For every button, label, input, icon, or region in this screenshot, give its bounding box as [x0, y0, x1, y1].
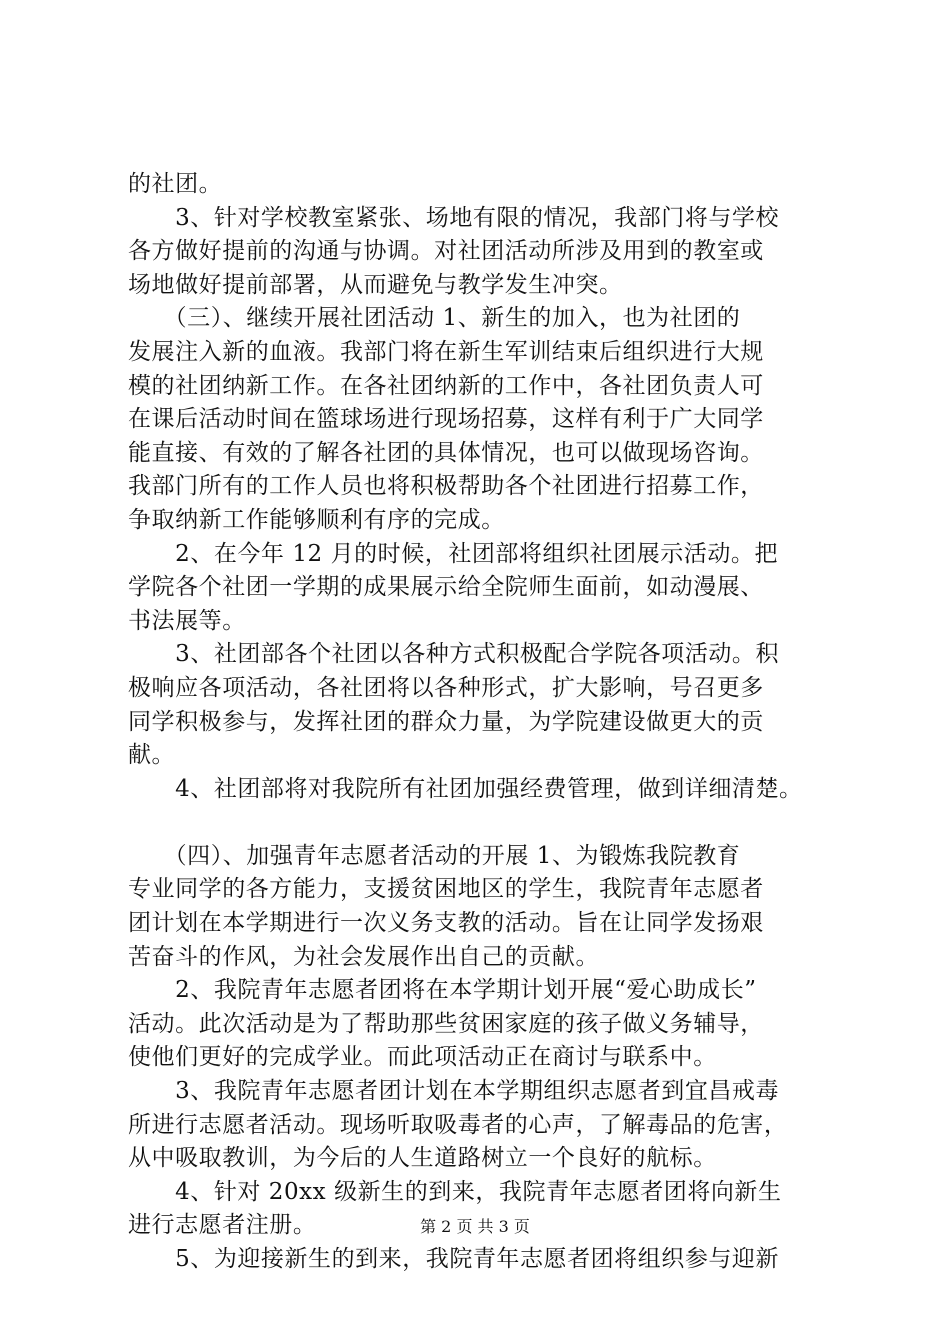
text-line: 活动。此次活动是为了帮助那些贫困家庭的孩子做义务辅导， [128, 1010, 764, 1037]
text-line: 书法展等。 [128, 607, 246, 634]
page-footer: 第 2 页 共 3 页 [420, 1217, 530, 1236]
text-line: 在课后活动时间在篮球场进行现场招募，这样有利于广大同学 [128, 406, 764, 433]
text-line: 苦奋斗的作风，为社会发展作出自己的贡献。 [128, 943, 599, 970]
text-line: （三）、继续开展社团活动 1、新生的加入，也为社团的 [128, 305, 741, 332]
text-line: 2、我院青年志愿者团将在本学期计划开展“爱心助成长” [128, 977, 757, 1004]
text-line: 各方做好提前的沟通与协调。对社团活动所涉及用到的教室或 [128, 238, 764, 265]
text-line: 场地做好提前部署，从而避免与教学发生冲突。 [128, 271, 623, 298]
text-line: 极响应各项活动，各社团将以各种形式，扩大影响，号召更多 [128, 674, 764, 701]
text-line: 同学积极参与，发挥社团的群众力量，为学院建设做更大的贡 [128, 708, 764, 735]
text-line: 能直接、有效的了解各社团的具体情况，也可以做现场咨询。 [128, 439, 764, 466]
text-line: 献。 [128, 742, 176, 769]
blank-line [128, 806, 838, 840]
text-line: 4、针对 20xx 级新生的到来，我院青年志愿者团将向新生 [128, 1178, 782, 1205]
text-line: 我部门所有的工作人员也将积极帮助各个社团进行招募工作， [128, 473, 764, 500]
text-line: 团计划在本学期进行一次义务支教的活动。旨在让同学发扬艰 [128, 910, 764, 937]
text-line: 使他们更好的完成学业。而此项活动正在商讨与联系中。 [128, 1044, 717, 1071]
text-line: 学院各个社团一学期的成果展示给全院师生面前，如动漫展、 [128, 574, 764, 601]
text-line: 的社团。 [128, 171, 223, 197]
text-line: 5、为迎接新生的到来，我院青年志愿者团将组织参与迎新 [128, 1246, 780, 1272]
text-line: 进行志愿者注册。 [128, 1212, 317, 1239]
text-line: 专业同学的各方能力，支援贫困地区的学生，我院青年志愿者 [128, 876, 764, 903]
text-line: 发展注入新的血液。我部门将在新生军训结束后组织进行大规 [128, 338, 764, 365]
text-line: 2、在今年 12 月的时候，社团部将组织社团展示活动。把 [128, 540, 779, 567]
text-line: 3、我院青年志愿者团计划在本学期组织志愿者到宜昌戒毒 [128, 1078, 780, 1105]
text-line: 模的社团纳新工作。在各社团纳新的工作中，各社团负责人可 [128, 372, 764, 399]
text-line: 3、社团部各个社团以各种方式积极配合学院各项活动。积 [128, 641, 780, 668]
text-line: 3、针对学校教室紧张、场地有限的情况，我部门将与学校 [128, 204, 780, 231]
text-line: 4、社团部将对我院所有社团加强经费管理，做到详细清楚。 [128, 775, 803, 802]
document-body [128, 168, 838, 1277]
text-line: 从中吸取教训，为今后的人生道路树立一个良好的航标。 [128, 1145, 717, 1172]
text-line: 所进行志愿者活动。现场听取吸毒者的心声，了解毒品的危害， [128, 1111, 788, 1138]
text-line: （四）、加强青年志愿者活动的开展 1、为锻炼我院教育 [128, 842, 741, 869]
text-line: 争取纳新工作能够顺利有序的完成。 [128, 506, 505, 533]
